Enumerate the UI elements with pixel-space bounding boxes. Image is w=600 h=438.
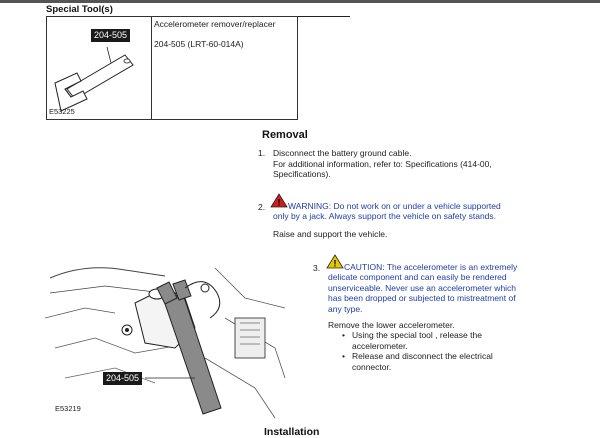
tool-figure-id: E53225 <box>49 107 75 116</box>
special-tools-title: Special Tool(s) <box>46 4 350 17</box>
caution-line-2: delicate component and can easily be rendered <box>328 272 507 282</box>
bullet-1-line-2: accelerometer. <box>352 340 408 351</box>
illustration-figure-id: E53219 <box>55 404 81 413</box>
step-1-ref-line2: Specifications). <box>273 169 331 179</box>
step-3-bullets <box>342 330 582 372</box>
removal-heading: Removal <box>262 129 308 141</box>
warning-line-1: WARNING: Do not work on or under a vehicle supported <box>288 201 501 211</box>
svg-text:!: ! <box>333 258 337 269</box>
step-1-text: Disconnect the battery ground cable. <box>273 148 412 158</box>
accelerometer-illustration <box>45 258 290 423</box>
installation-heading: Installation <box>264 426 320 438</box>
step-1-body <box>273 148 573 180</box>
warning-triangle-icon <box>270 193 288 208</box>
list-item <box>342 351 582 372</box>
tool-number-badge: 204-505 <box>91 29 130 42</box>
step-1-ref-line1: For additional information, refer to: Specifications (414-00, <box>273 158 492 169</box>
tool-part-number: 204-505 (LRT-60-014A) <box>154 39 244 49</box>
top-border <box>0 0 600 3</box>
step-3-caution-first <box>344 262 594 273</box>
svg-text:!: ! <box>277 197 281 208</box>
tool-image-cell <box>47 17 152 119</box>
step-2-warning-cont <box>273 211 573 222</box>
illustration-tool-badge: 204-505 <box>103 372 142 385</box>
step-1-number: 1. <box>258 148 266 158</box>
caution-line-1: CAUTION: The accelerometer is an extremely <box>344 262 518 272</box>
tool-description: Accelerometer remover/replacer <box>154 19 276 29</box>
bullet-list <box>342 330 582 372</box>
step-2-warning <box>288 201 578 212</box>
caution-line-3: unserviceable. Never use an accelerometer which <box>328 282 517 293</box>
caution-line-5: any type. <box>328 303 363 314</box>
step-3-caution <box>328 272 590 314</box>
bullet-1-line-1: • Using the special tool , release the <box>352 330 482 340</box>
step-3-number: 3. <box>313 263 321 273</box>
special-tool-table <box>46 16 298 120</box>
step-2-number: 2. <box>258 202 266 212</box>
step-2-action: Raise and support the vehicle. <box>273 229 388 239</box>
bullet-2-line-1: • Release and disconnect the electrical <box>352 351 493 361</box>
step-3-action: Remove the lower accelerometer. <box>328 320 455 330</box>
warning-line-2: only by a jack. Always support the vehicle on safety stands. <box>273 211 497 221</box>
accelerometer-removal-drawing <box>45 258 290 423</box>
tool-description-cell <box>152 17 298 119</box>
list-item <box>342 330 582 351</box>
bullet-2-line-2: connector. <box>352 361 392 372</box>
caution-triangle-icon <box>326 254 344 269</box>
caution-line-4: has been dropped or subjected to mistreatment of <box>328 293 516 303</box>
